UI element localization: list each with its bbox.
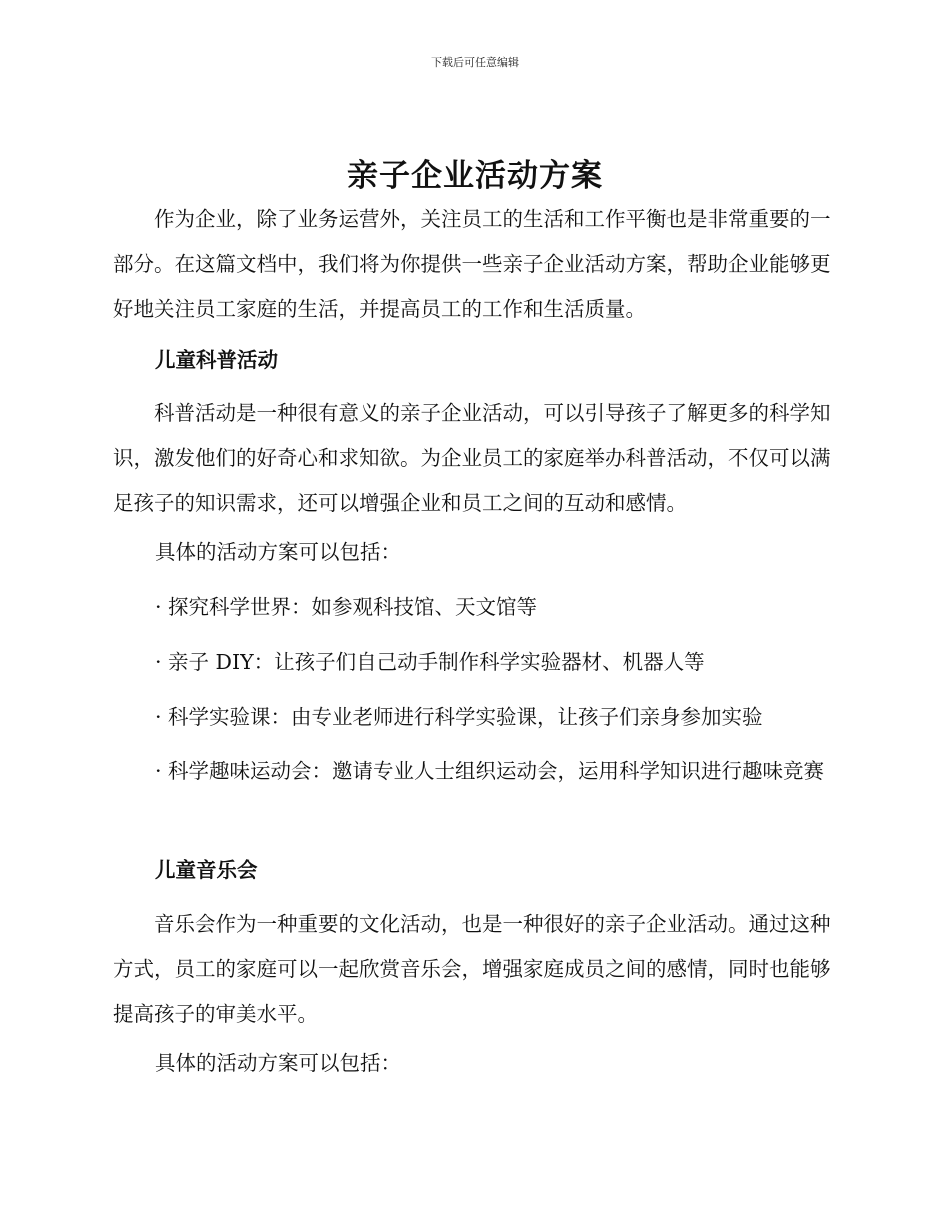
list-item: · 科学趣味运动会：邀请专业人士组织运动会，运用科学知识进行趣味竞赛 <box>155 759 825 783</box>
science-paragraph: 科普活动是一种很有意义的亲子企业活动，可以引导孩子了解更多的科学知识，激发他们的好奇心和求知欲。为企业员工的家庭举办科普活动，不仅可以满足孩子的知识需求，还可以增强企业和员工之间的互动和感情。 <box>113 401 831 515</box>
header-note: 下载后可任意编辑 <box>431 56 519 69</box>
section-heading-science: 儿童科普活动 <box>155 348 278 372</box>
section-heading-music: 儿童音乐会 <box>155 858 258 882</box>
music-plan-intro: 具体的活动方案可以包括： <box>155 1051 401 1075</box>
document-title: 亲子企业活动方案 <box>347 158 603 194</box>
intro-paragraph: 作为企业，除了业务运营外，关注员工的生活和工作平衡也是非常重要的一部分。在这篇文档中，我们将为你提供一些亲子企业活动方案，帮助企业能够更好地关注员工家庭的生活，并提高员工的工作和生活质量。 <box>113 207 831 321</box>
list-item: · 亲子 DIY：让孩子们自己动手制作科学实验器材、机器人等 <box>155 650 705 674</box>
list-item: · 探究科学世界：如参观科技馆、天文馆等 <box>155 595 538 619</box>
list-item: · 科学实验课：由专业老师进行科学实验课，让孩子们亲身参加实验 <box>155 705 763 729</box>
science-plan-intro: 具体的活动方案可以包括： <box>155 540 401 564</box>
music-paragraph: 音乐会作为一种重要的文化活动，也是一种很好的亲子企业活动。通过这种方式，员工的家庭可以一起欣赏音乐会，增强家庭成员之间的感情，同时也能够提高孩子的审美水平。 <box>113 912 831 1026</box>
